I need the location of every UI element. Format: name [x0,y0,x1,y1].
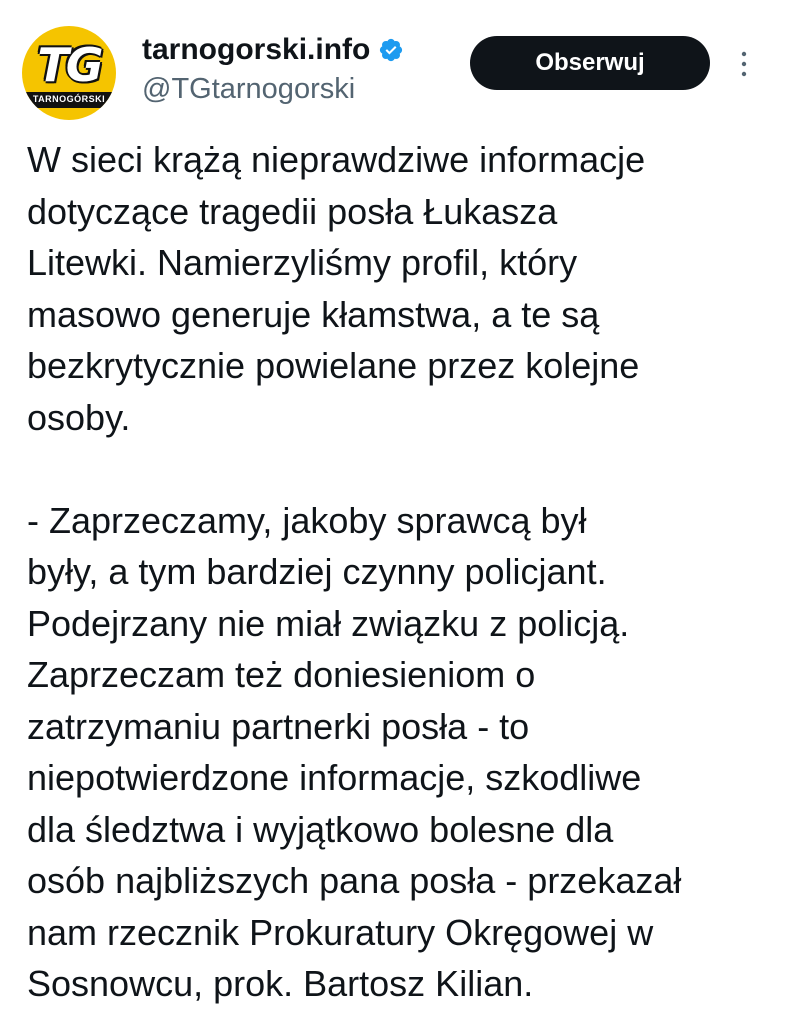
verified-badge-icon [378,37,404,63]
tweet-line: nam rzecznik Prokuratury Okręgowej w [27,911,654,953]
tweet-line-blank [27,443,772,495]
tweet-line: masowo generuje kłamstwa, a te są [27,293,600,335]
tweet-text [27,134,772,1010]
tweet-line: Zaprzeczam też doniesieniom o [27,654,536,695]
avatar-logo-letters: TG [37,38,101,92]
avatar[interactable] [22,26,116,120]
follow-button-label: Obserwuj [535,49,645,76]
tweet-line: niepotwierdzone informacje, szkodliwe [27,757,642,798]
avatar-logo-band-text: TARNOGÓRSKI [32,94,106,104]
tweet-line: - Zaprzeczamy, jakoby sprawcą był [27,499,587,541]
tweet-line: W sieci krążą nieprawdziwe informacje [27,139,646,180]
tweet-line: Podejrzany nie miał związku z policją. [27,602,630,644]
tweet-line: osoby. [27,396,131,438]
display-name[interactable]: tarnogorski.info [142,33,371,66]
tweet-line: bezkrytycznie powielane przez kolejne [27,345,640,386]
tweet-header [0,0,790,130]
follow-button[interactable] [470,36,710,90]
tweet-line: osób najbliższych pana posła - przekazał [27,860,682,901]
more-vertical-icon[interactable] [736,48,752,80]
name-row [142,32,404,68]
tweet-line: dotyczące tragedii posła Łukasza [27,190,558,232]
tweet-line: dla śledztwa i wyjątkowo bolesne dla [27,808,614,850]
tweet-line: Sosnowcu, prok. Bartosz Kilian. [27,963,534,1004]
tweet-line: zatrzymaniu partnerki posła - to [27,705,530,747]
tweet-line: były, a tym bardziej czynny policjant. [27,551,607,592]
tweet-line: Litewki. Namierzyliśmy profil, który [27,242,578,283]
handle[interactable]: @TGtarnogorski [142,73,356,105]
